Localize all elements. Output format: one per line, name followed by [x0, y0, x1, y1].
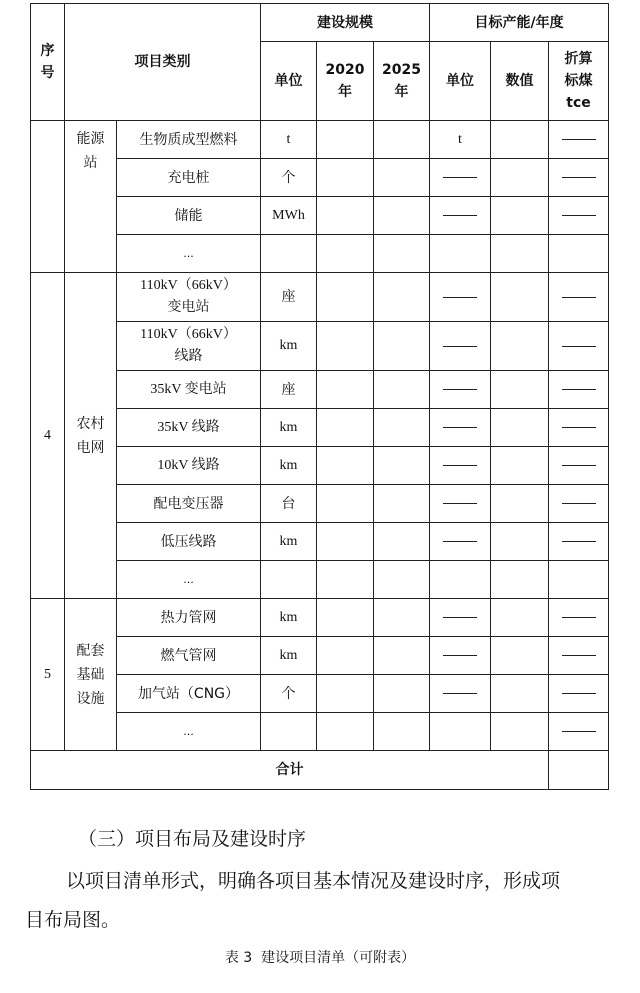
empty-cell	[491, 197, 549, 235]
group-rural-grid: 农村 电网	[65, 273, 117, 599]
item-cell: 储能	[117, 197, 261, 235]
empty-cell	[374, 637, 430, 675]
dash-mark	[443, 465, 477, 466]
dash-mark	[562, 139, 596, 140]
dash-mark	[443, 177, 477, 178]
empty-cell	[317, 713, 374, 751]
dash-mark	[562, 389, 596, 390]
dash-mark	[443, 389, 477, 390]
empty-cell	[549, 751, 609, 790]
dash-cell	[549, 713, 609, 751]
unit-cell	[261, 235, 317, 273]
table-row	[31, 485, 609, 523]
empty-cell	[430, 561, 491, 599]
dash-cell	[430, 447, 491, 485]
empty-cell	[317, 409, 374, 447]
dash-mark	[443, 693, 477, 694]
dash-cell	[549, 159, 609, 197]
dash-cell	[430, 409, 491, 447]
dash-cell	[549, 121, 609, 159]
empty-cell	[317, 447, 374, 485]
project-table	[30, 3, 609, 790]
header-unit: 单位	[261, 42, 317, 121]
dash-cell	[549, 523, 609, 561]
target-unit-cell: t	[430, 121, 491, 159]
unit-cell: MWh	[261, 197, 317, 235]
table-row	[31, 561, 609, 599]
table-row	[31, 675, 609, 713]
empty-cell	[491, 159, 549, 197]
unit-cell: km	[261, 637, 317, 675]
dash-mark	[443, 541, 477, 542]
header-seq: 序 号	[31, 4, 65, 121]
unit-cell: km	[261, 409, 317, 447]
table-row	[31, 197, 609, 235]
empty-cell	[430, 235, 491, 273]
dash-mark	[562, 297, 596, 298]
empty-cell	[374, 409, 430, 447]
unit-cell: 台	[261, 485, 317, 523]
empty-cell	[374, 713, 430, 751]
empty-cell	[491, 713, 549, 751]
empty-cell	[549, 561, 609, 599]
table-row	[31, 523, 609, 561]
dash-mark	[562, 465, 596, 466]
dash-mark	[443, 503, 477, 504]
dash-mark	[443, 297, 477, 298]
item-cell: 35kV 线路	[117, 409, 261, 447]
header-row-1	[31, 4, 609, 42]
empty-cell	[317, 675, 374, 713]
paragraph-line-1: 以项目清单形式，明确各项目基本情况及建设时序，形成项	[66, 870, 561, 892]
dash-cell	[549, 197, 609, 235]
dash-cell	[549, 637, 609, 675]
item-cell: ...	[117, 235, 261, 273]
dash-cell	[549, 447, 609, 485]
header-build-scale: 建设规模	[261, 4, 430, 42]
section-heading: （三）项目布局及建设时序	[78, 828, 307, 850]
empty-cell	[491, 273, 549, 322]
header-target-unit: 单位	[430, 42, 491, 121]
empty-cell	[549, 235, 609, 273]
empty-cell	[374, 371, 430, 409]
dash-cell	[430, 159, 491, 197]
table-row	[31, 235, 609, 273]
dash-cell	[430, 637, 491, 675]
empty-cell	[317, 159, 374, 197]
dash-mark	[562, 655, 596, 656]
empty-cell	[491, 561, 549, 599]
table-row	[31, 637, 609, 675]
empty-cell	[317, 197, 374, 235]
group-supporting-infrastructure: 配套 基础 设施	[65, 599, 117, 751]
empty-cell	[374, 235, 430, 273]
dash-mark	[443, 427, 477, 428]
unit-cell	[261, 561, 317, 599]
empty-cell	[491, 485, 549, 523]
dash-cell	[549, 273, 609, 322]
dash-cell	[549, 675, 609, 713]
dash-mark	[562, 541, 596, 542]
dash-cell	[430, 273, 491, 322]
table-row	[31, 599, 609, 637]
empty-cell	[491, 447, 549, 485]
empty-cell	[374, 675, 430, 713]
dash-mark	[562, 427, 596, 428]
empty-cell	[491, 235, 549, 273]
unit-cell: 个	[261, 675, 317, 713]
dash-cell	[430, 322, 491, 371]
unit-cell: 个	[261, 159, 317, 197]
empty-cell	[317, 523, 374, 561]
empty-cell	[491, 637, 549, 675]
item-cell: 燃气管网	[117, 637, 261, 675]
table-row	[31, 322, 609, 371]
empty-cell	[317, 322, 374, 371]
unit-cell: km	[261, 599, 317, 637]
seq-cell	[31, 121, 65, 273]
dash-cell	[430, 599, 491, 637]
empty-cell	[374, 273, 430, 322]
item-cell: 加气站（CNG）	[117, 675, 261, 713]
table-row	[31, 121, 609, 159]
empty-cell	[317, 599, 374, 637]
item-cell: 充电桩	[117, 159, 261, 197]
item-cell: 35kV 变电站	[117, 371, 261, 409]
dash-mark	[443, 655, 477, 656]
seq-cell: 4	[31, 273, 65, 599]
empty-cell	[430, 713, 491, 751]
dash-mark	[562, 346, 596, 347]
empty-cell	[374, 197, 430, 235]
empty-cell	[317, 235, 374, 273]
item-cell: ...	[117, 561, 261, 599]
dash-mark	[562, 503, 596, 504]
empty-cell	[374, 485, 430, 523]
total-row	[31, 751, 609, 790]
dash-cell	[430, 197, 491, 235]
dash-cell	[549, 599, 609, 637]
dash-cell	[549, 322, 609, 371]
dash-mark	[443, 215, 477, 216]
dash-cell	[549, 371, 609, 409]
empty-cell	[317, 485, 374, 523]
dash-cell	[430, 523, 491, 561]
header-value: 数值	[491, 42, 549, 121]
table-row	[31, 447, 609, 485]
unit-cell: 座	[261, 273, 317, 322]
unit-cell: t	[261, 121, 317, 159]
table-row	[31, 273, 609, 322]
total-label: 合计	[31, 751, 549, 790]
unit-cell: km	[261, 523, 317, 561]
header-category: 项目类别	[65, 4, 261, 121]
dash-mark	[562, 731, 596, 732]
empty-cell	[317, 561, 374, 599]
unit-cell: 座	[261, 371, 317, 409]
header-2020: 2020 年	[317, 42, 374, 121]
dash-cell	[430, 675, 491, 713]
dash-mark	[562, 693, 596, 694]
empty-cell	[491, 322, 549, 371]
empty-cell	[374, 121, 430, 159]
empty-cell	[491, 121, 549, 159]
unit-cell	[261, 713, 317, 751]
dash-mark	[562, 617, 596, 618]
item-cell: 热力管网	[117, 599, 261, 637]
empty-cell	[317, 371, 374, 409]
dash-mark	[443, 617, 477, 618]
empty-cell	[374, 561, 430, 599]
item-cell: 10kV 线路	[117, 447, 261, 485]
table-row	[31, 159, 609, 197]
seq-cell: 5	[31, 599, 65, 751]
group-energy-station: 能源 站	[65, 121, 117, 273]
empty-cell	[491, 409, 549, 447]
table-row	[31, 371, 609, 409]
item-cell: 低压线路	[117, 523, 261, 561]
table-caption: 表 3 建设项目清单（可附表）	[224, 950, 416, 966]
dash-cell	[430, 485, 491, 523]
dash-cell	[549, 409, 609, 447]
empty-cell	[374, 322, 430, 371]
empty-cell	[491, 675, 549, 713]
item-cell: 配电变压器	[117, 485, 261, 523]
header-target: 目标产能/年度	[430, 4, 609, 42]
empty-cell	[317, 637, 374, 675]
empty-cell	[374, 599, 430, 637]
paragraph-line-2: 目布局图。	[25, 909, 121, 931]
dash-mark	[443, 346, 477, 347]
dash-cell	[430, 371, 491, 409]
table-row	[31, 713, 609, 751]
dash-cell	[549, 485, 609, 523]
empty-cell	[491, 523, 549, 561]
empty-cell	[491, 371, 549, 409]
table-row	[31, 409, 609, 447]
empty-cell	[374, 523, 430, 561]
empty-cell	[374, 447, 430, 485]
empty-cell	[317, 121, 374, 159]
dash-mark	[562, 215, 596, 216]
unit-cell: km	[261, 447, 317, 485]
dash-mark	[562, 177, 596, 178]
empty-cell	[317, 273, 374, 322]
item-cell: 生物质成型燃料	[117, 121, 261, 159]
empty-cell	[491, 599, 549, 637]
header-2025: 2025 年	[374, 42, 430, 121]
header-converted: 折算 标煤 tce	[549, 42, 609, 121]
empty-cell	[374, 159, 430, 197]
item-cell: ...	[117, 713, 261, 751]
unit-cell: km	[261, 322, 317, 371]
item-cell: 110kV（66kV） 线路	[117, 322, 261, 371]
item-cell: 110kV（66kV） 变电站	[117, 273, 261, 322]
